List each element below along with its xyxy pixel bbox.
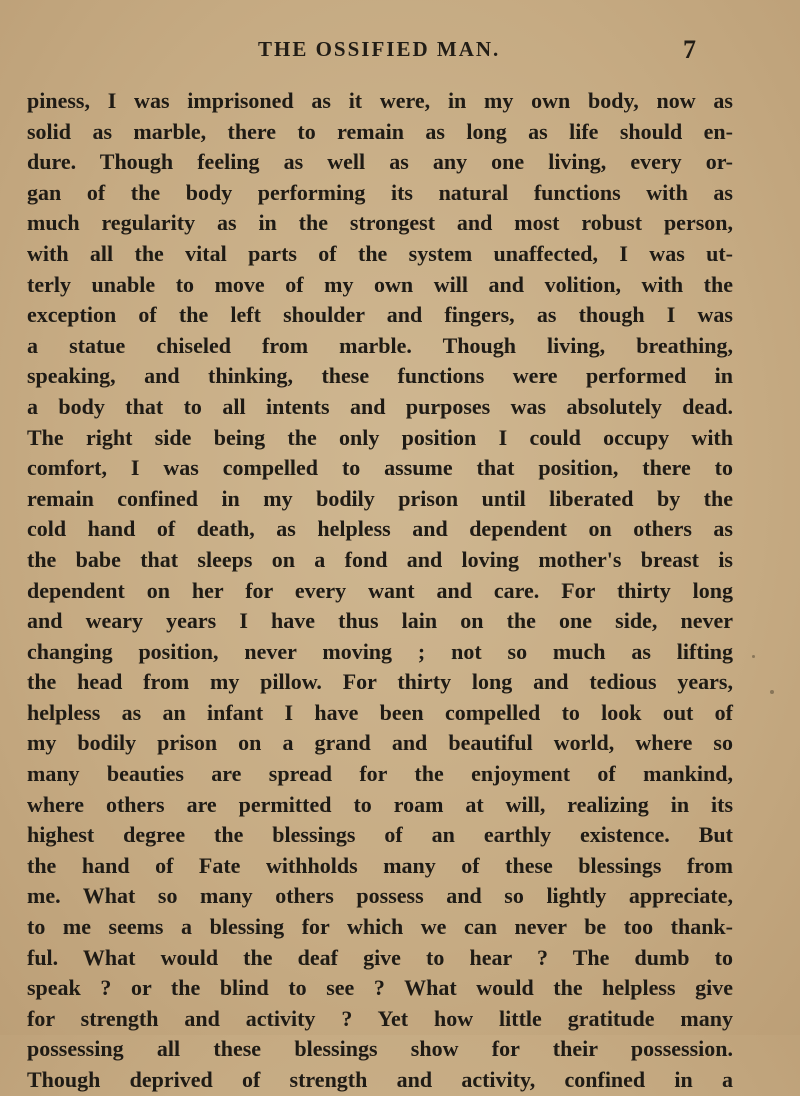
text-line: the babe that sleeps on a fond and loving mother's breast is xyxy=(27,546,733,572)
text-line: where others are permitted to roam at will, realizing in its xyxy=(27,791,733,817)
text-line: gan of the body performing its natural functions with as xyxy=(27,179,733,205)
text-line: terly unable to move of my own will and volition, with the xyxy=(27,271,733,297)
text-line: speaking, and thinking, these functions were performed in xyxy=(27,363,733,389)
text-line: and weary years I have thus lain on the one side, never xyxy=(27,608,733,634)
text-line: the head from my pillow. For thirty long and tedious years, xyxy=(27,669,733,695)
text-line: helpless as an infant I have been compelled to look out of xyxy=(27,699,733,725)
text-line: possessing all these blessings show for their possession. xyxy=(27,1036,733,1062)
text-line: a statue chiseled from marble. Though living, breathing, xyxy=(27,332,733,358)
body-text xyxy=(27,86,733,1096)
paper-speck xyxy=(752,655,755,658)
text-line: my bodily prison on a grand and beautiful world, where so xyxy=(27,730,733,756)
text-line: many beauties are spread for the enjoyment of mankind, xyxy=(27,761,733,787)
text-line: changing position, never moving ; not so much as lifting xyxy=(27,638,733,664)
page-number: 7 xyxy=(683,35,696,64)
running-title: THE OSSIFIED MAN. xyxy=(258,37,501,61)
running-head xyxy=(0,37,800,67)
text-line: dure. Though feeling as well as any one living, every or- xyxy=(27,149,733,175)
text-line: piness, I was imprisoned as it were, in my own body, now as xyxy=(27,88,733,113)
text-line: dependent on her for every want and care. For thirty long xyxy=(27,577,733,603)
text-line: much regularity as in the strongest and most robust person, xyxy=(27,210,733,236)
text-line: me. What so many others possess and so lightly appreciate, xyxy=(27,883,733,909)
text-line: exception of the left shoulder and fingers, as though I was xyxy=(27,302,733,328)
text-line: cold hand of death, as helpless and dependent on others as xyxy=(27,516,733,542)
text-line: solid as marble, there to remain as long as life should en- xyxy=(27,118,733,144)
text-line: highest degree the blessings of an earthly existence. But xyxy=(27,822,733,848)
text-line: to me seems a blessing for which we can never be too thank- xyxy=(27,914,733,940)
text-line: remain confined in my bodily prison until liberated by the xyxy=(27,485,733,511)
text-line: The right side being the only position I could occupy with xyxy=(27,424,733,450)
text-line: a body that to all intents and purposes was absolutely dead. xyxy=(27,393,733,419)
text-line: ful. What would the deaf give to hear ? The dumb to xyxy=(27,944,733,970)
text-line: speak ? or the blind to see ? What would the helpless give xyxy=(27,975,733,1001)
text-line: comfort, I was compelled to assume that position, there to xyxy=(27,455,733,481)
text-line: with all the vital parts of the system unaffected, I was ut- xyxy=(27,240,733,266)
text-line: Though deprived of strength and activity, confined in a xyxy=(27,1067,733,1092)
text-line: for strength and activity ? Yet how little gratitude many xyxy=(27,1005,733,1031)
text-line: the hand of Fate withholds many of these blessings from xyxy=(27,852,733,878)
paper-speck xyxy=(770,690,774,694)
